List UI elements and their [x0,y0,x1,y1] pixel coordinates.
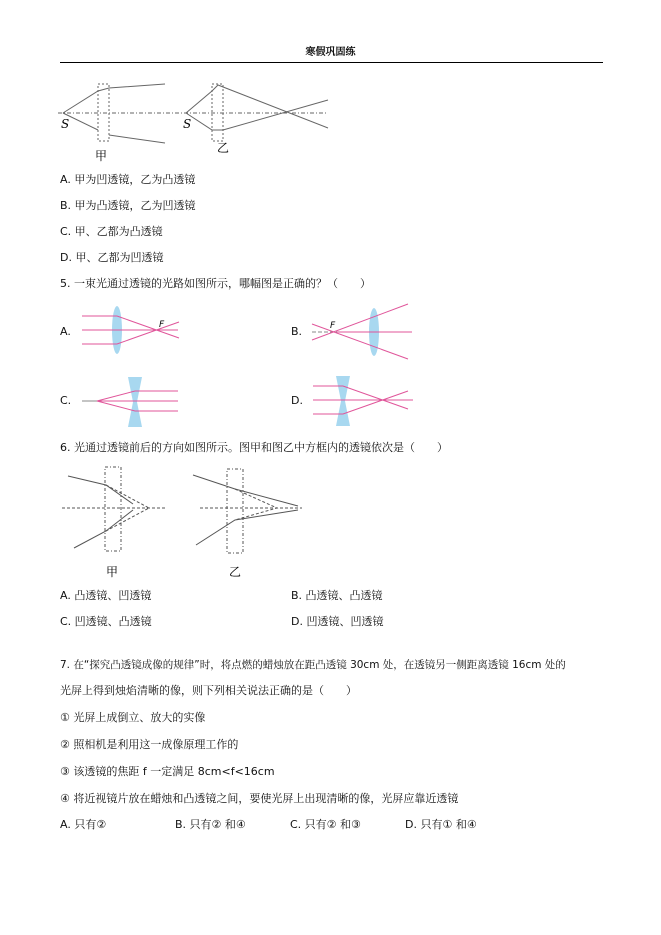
q6-option-a[interactable]: A. 凸透镜、凹透镜 [60,589,152,602]
q4-option-b[interactable]: B. 甲为凸透镜，乙为凹透镜 [60,199,196,212]
q7-statement-2: ② 照相机是利用这一成像原理工作的 [60,738,239,751]
q4-label-jia: 甲 [95,149,108,163]
header-rule [60,62,603,63]
q4-figure [58,80,338,180]
q7-option-b[interactable]: B. 只有② 和④ [175,818,246,831]
q4-option-a[interactable]: A. 甲为凹透镜，乙为凸透镜 [60,173,196,186]
q4-option-c[interactable]: C. 甲、乙都为凸透镜 [60,225,163,238]
q4-option-d[interactable]: D. 甲、乙都为凹透镜 [60,251,164,264]
q5-figure-d [313,376,423,426]
q5-stem: 5. 一束光通过透镜的光路如图所示，哪幅图是正确的？（ ） [60,277,371,290]
q7-statement-4: ④ 将近视镜片放在蜡烛和凸透镜之间，要使光屏上出现清晰的像，光屏应靠近透镜 [60,792,459,805]
q4-source-label-left: S [61,117,70,131]
q5-label-a[interactable]: A. [60,325,71,338]
q5-focus-b: F [330,321,336,331]
q7-stem-line1: 7. 在“探究凸透镜成像的规律”时，将点燃的蜡烛放在距凸透镜 30cm 处，在透镜另一侧距离透镜 16cm 处的 [60,659,566,671]
q4-label-yi: 乙 [217,141,230,155]
q7-option-c[interactable]: C. 只有② 和③ [290,818,361,831]
q7-statement-1: ① 光屏上成倒立、放大的实像 [60,711,206,724]
q6-option-d[interactable]: D. 凹透镜、凹透镜 [291,615,384,628]
q5-label-d[interactable]: D. [291,394,303,407]
q6-figure [62,465,332,580]
q5-figure-a [82,305,182,355]
q7-option-a[interactable]: A. 只有② [60,818,107,831]
q4-source-label-right: S [183,117,192,131]
q6-option-c[interactable]: C. 凹透镜、凸透镜 [60,615,152,628]
q6-stem: 6. 光通过透镜前后的方向如图所示。图甲和图乙中方框内的透镜依次是（ ） [60,441,448,454]
q6-option-b[interactable]: B. 凸透镜、凸透镜 [291,589,383,602]
q6-label-yi: 乙 [229,565,242,579]
q7-statement-3: ③ 该透镜的焦距 f 一定满足 8cm<f<16cm [60,765,275,778]
q6-label-jia: 甲 [106,565,119,579]
q5-label-b[interactable]: B. [291,325,303,338]
q5-figure-c [82,377,182,427]
q7-option-d[interactable]: D. 只有① 和④ [405,818,477,831]
q5-label-c[interactable]: C. [60,394,72,407]
q7-stem-line2: 光屏上得到烛焰清晰的像，则下列相关说法正确的是（ ） [60,684,357,697]
page-header: 寒假巩固练 [305,47,356,58]
q5-figure-b [312,302,422,362]
q5-focus-a: F [159,320,165,330]
